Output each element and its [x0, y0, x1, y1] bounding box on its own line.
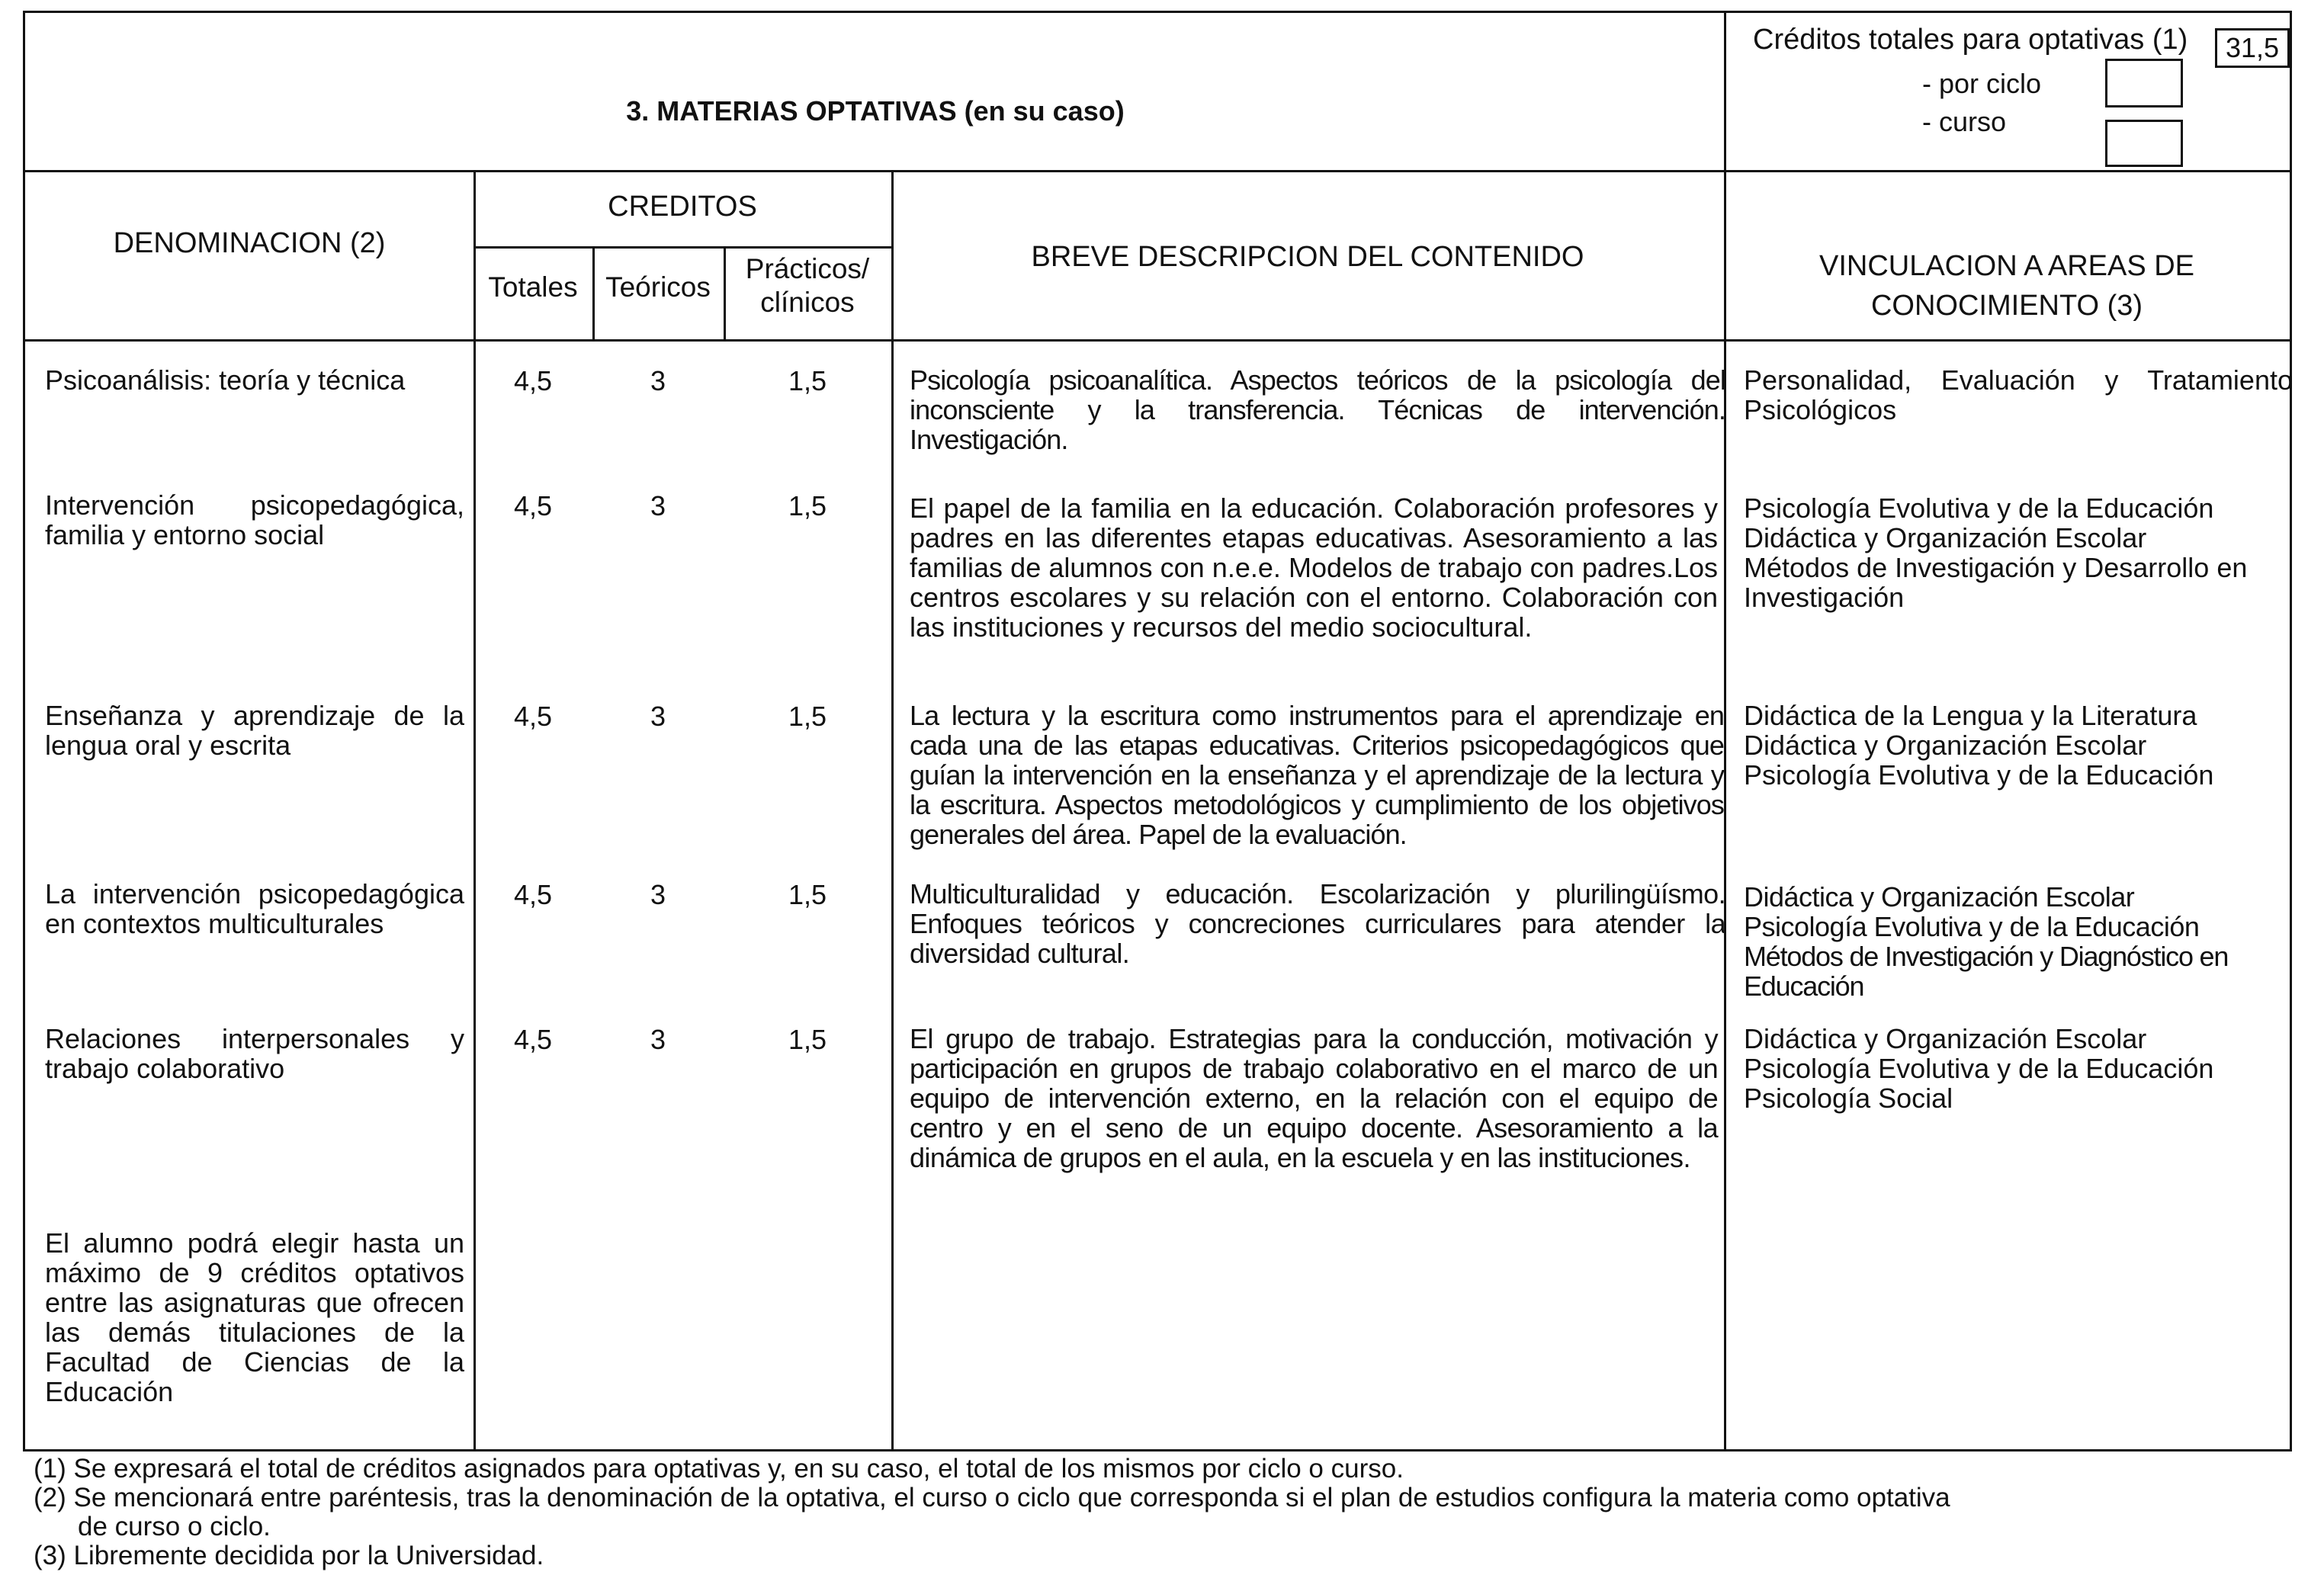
header-teoricos: Teóricos: [605, 271, 711, 303]
header-descripcion: BREVE DESCRIPCION DEL CONTENIDO: [1031, 241, 1584, 273]
row-5-areas: [1744, 1024, 2308, 1113]
header-divider: [25, 170, 2290, 172]
row-3-areas: [1744, 701, 2308, 790]
creditos-totales-box: [2215, 28, 2290, 68]
vline-col5: [1724, 13, 1726, 1449]
row-4-practicos: 1,5: [788, 879, 827, 910]
row-5-denominacion: Relaciones interpersonales y trabajo colaborativo: [45, 1023, 464, 1084]
row-1-totales: 4,5: [513, 365, 553, 396]
row-2-descripcion: El papel de la familia en la educación. Colaboración profesores y padres en las diferentes etapas educativas. Asesoramiento a las familias de alumnos con n.e.e. Modelos de trabajo con padres.Los centros escolares y su relación con el entorno. Colaboración con las instituciones y recursos del medio sociocultural.: [910, 492, 1718, 643]
row-1-teoricos: 3: [650, 365, 666, 396]
header-practicos: [724, 252, 891, 319]
table-frame: [23, 11, 2292, 1452]
curso-box: [2105, 120, 2183, 167]
row-2-denominacion: Intervención psicopedagógica, familia y entorno social: [45, 489, 464, 550]
row-1-descripcion: Psicología psicoanalítica. Aspectos teóricos de la psicología del inconsciente y la transferencia. Técnicas de intervención. Investigación.: [910, 364, 1725, 455]
row-5-area-1: Didáctica y Organización Escolar: [1744, 1023, 2147, 1054]
vline-col4: [891, 170, 894, 1449]
vline-col1: [473, 170, 476, 1449]
header-vinculacion: [1724, 246, 2290, 326]
curso-label: - curso: [1922, 106, 2007, 137]
row-4-denominacion: La intervención psicopedagógica en contextos multiculturales: [45, 878, 464, 939]
section-title: 3. MATERIAS OPTATIVAS (en su caso): [626, 95, 1125, 127]
header-practicos-line1: Prácticos/: [745, 253, 870, 284]
creditos-subheader-line: [473, 246, 891, 249]
row-5-practicos: 1,5: [788, 1024, 827, 1055]
row-2-totales: 4,5: [513, 490, 553, 521]
row-4-area-2: Psicología Evolutiva y de la Educación: [1744, 911, 2200, 942]
footnotes: [34, 1455, 2290, 1570]
row-1-denominacion: Psicoanálisis: teoría y técnica: [45, 364, 406, 396]
header-vinculacion-line1: VINCULACION A AREAS DE: [1818, 250, 2195, 282]
row-5-totales: 4,5: [513, 1024, 553, 1055]
row-5-teoricos: 3: [650, 1024, 666, 1055]
row-2-practicos: 1,5: [788, 490, 827, 521]
row-2-area-2: Didáctica y Organización Escolar: [1744, 522, 2147, 553]
row-5-descripcion: El grupo de trabajo. Estrategias para la conducción, motivación y participación en grupos de trabajo colaborativo en el marco de un equipo de intervención externo, en la relación con el equipo de centro y en el seno de un equipo docente. Asesoramiento a la dinámica de grupos en el aula, en la escuela y en las instituciones.: [910, 1023, 1718, 1173]
row-3-totales: 4,5: [513, 701, 553, 732]
nota-alumno: El alumno podrá elegir hasta un máximo de 9 créditos optativos entre las asignaturas que ofrecen las demás titulaciones de la Facultad de Ciencias de la Educación: [45, 1227, 464, 1407]
row-2-areas: [1744, 493, 2308, 612]
row-1-practicos: 1,5: [788, 365, 827, 396]
row-5-area-3: Psicología Social: [1744, 1083, 1953, 1114]
row-2-area-3: Métodos de Investigación y Desarrollo en Investigación: [1744, 552, 2248, 613]
por-ciclo-label: - por ciclo: [1922, 68, 2042, 99]
row-4-totales: 4,5: [513, 879, 553, 910]
footnote-2: (2) Se mencionará entre paréntesis, tras la denominación de la optativa, el curso o ciclo que corresponda si el plan de estudios configura la materia como optativa: [34, 1483, 1950, 1512]
row-3-teoricos: 3: [650, 701, 666, 732]
row-3-area-2: Didáctica y Organización Escolar: [1744, 730, 2147, 761]
header-totales: Totales: [488, 271, 578, 303]
row-2-area-1: Psicología Evolutiva y de la Educación: [1744, 492, 2214, 524]
header-denominacion: DENOMINACION (2): [113, 227, 386, 259]
row-4-areas: [1744, 882, 2316, 1001]
row-4-teoricos: 3: [650, 879, 666, 910]
footnote-3: (3) Libremente decidida por la Universidad.: [34, 1541, 544, 1570]
header-practicos-line2: clínicos: [760, 287, 855, 318]
row-2-teoricos: 3: [650, 490, 666, 521]
column-header-bottom-line: [25, 339, 2290, 342]
row-3-practicos: 1,5: [788, 701, 827, 732]
row-3-denominacion: Enseñanza y aprendizaje de la lengua oral y escrita: [45, 700, 464, 761]
row-3-area-1: Didáctica de la Lengua y la Literatura: [1744, 700, 2197, 731]
footnote-1: (1) Se expresará el total de créditos asignados para optativas y, en su caso, el total de los mismos por ciclo o curso.: [34, 1454, 1404, 1484]
row-4-area-1: Didáctica y Organización Escolar: [1744, 881, 2135, 913]
row-5-area-2: Psicología Evolutiva y de la Educación: [1744, 1053, 2214, 1084]
row-4-area-3: Métodos de Investigación y Diagnóstico en Educación: [1744, 941, 2229, 1002]
row-1-area-1: Personalidad, Evaluación y Tratamiento Psicológicos: [1744, 364, 2293, 425]
row-3-descripcion: La lectura y la escritura como instrumentos para el aprendizaje en cada una de las etapas educativas. Criterios psicopedagógicos que guían la intervención en la enseñanza y el aprendizaje de la lectura y la escritura. Aspectos metodológicos y cumplimiento de los objetivos generales del área. Papel de la evaluación.: [910, 700, 1724, 850]
row-3-area-3: Psicología Evolutiva y de la Educación: [1744, 759, 2214, 791]
row-4-descripcion: Multiculturalidad y educación. Escolarización y plurilingüísmo. Enfoques teóricos y concreciones curriculares para atender la diversidad cultural.: [910, 878, 1725, 969]
footnote-2-cont: de curso o ciclo.: [78, 1512, 271, 1541]
header-vinculacion-line2: CONOCIMIENTO (3): [1870, 290, 2143, 322]
row-1-areas: [1744, 365, 2293, 425]
creditos-totales-label: Créditos totales para optativas (1): [1753, 24, 2188, 56]
header-creditos: CREDITOS: [608, 191, 757, 223]
creditos-totales-value: 31,5: [2225, 32, 2280, 63]
por-ciclo-box: [2105, 59, 2183, 107]
